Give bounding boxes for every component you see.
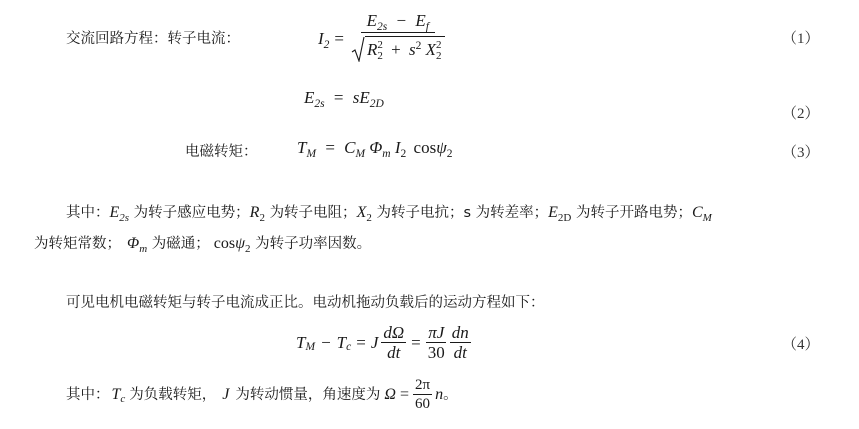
eq4-fraction-1: $\frac{d\Omega}{dt}$ [383, 322, 405, 363]
eq1-denominator: R 2 2 + $s^2$ X 2 2 [349, 33, 447, 67]
eq1-equals: = [334, 29, 345, 48]
equation-1 [318, 10, 447, 68]
eq1-numerator: $E_{2s} - E_f$ [361, 11, 435, 34]
eq4-fraction-3: $\frac{dn}{dt}$ [451, 322, 469, 363]
eq1-fraction [349, 11, 447, 68]
eq1-number: （1） [782, 31, 820, 47]
eq3-label: 电磁转矩： [185, 144, 258, 160]
equation-3: $T_M = C_M$ $\Phi_m$ $I_2$ cosψ$_2$ [297, 138, 453, 160]
sqrt-icon [351, 36, 365, 62]
eq1-lhs: $I_2$ [318, 29, 330, 51]
eq1-label: 交流回路方程：转子电流： [66, 31, 240, 47]
eq4-number: （4） [782, 337, 820, 353]
eq2-number: （2） [782, 106, 820, 122]
eq3-number: （3） [782, 145, 820, 161]
omega-fraction: $\frac{2\pi}{60}$ [415, 376, 431, 413]
final-line: 其中： T c 为负载转矩， J 为转动惯量，角速度为 Ω = $\frac{2\pi}{60}$ n 。 [66, 376, 458, 413]
intro-equation-4: 可见电机电磁转矩与转子电流成正比。电动机拖动负载后的运动方程如下： [66, 295, 545, 311]
definitions-line-1: 其中：$E_{2s}$ 为转子感应电势；$R_2$ 为转子电阻；$X_2$ 为转子电抗；s 为转差率；$E_{2D}$ 为转子开路电势；$C_M$ [66, 204, 712, 224]
eq4-fraction-2: $\frac{\pi J}{30}$ [427, 322, 445, 363]
equation-2: $E_{2s} = sE_{2D}$ [304, 88, 384, 110]
equation-4: T M − T c = J $\frac{d\Omega}{dt}$ = $\frac{\pi J}{30}$ $\frac{dn}{dt}$ [296, 322, 469, 363]
definitions-line-2: 为转矩常数； $\Phi_m$ 为磁通； cosψ$_2$ 为转子功率因数。 [34, 235, 372, 255]
